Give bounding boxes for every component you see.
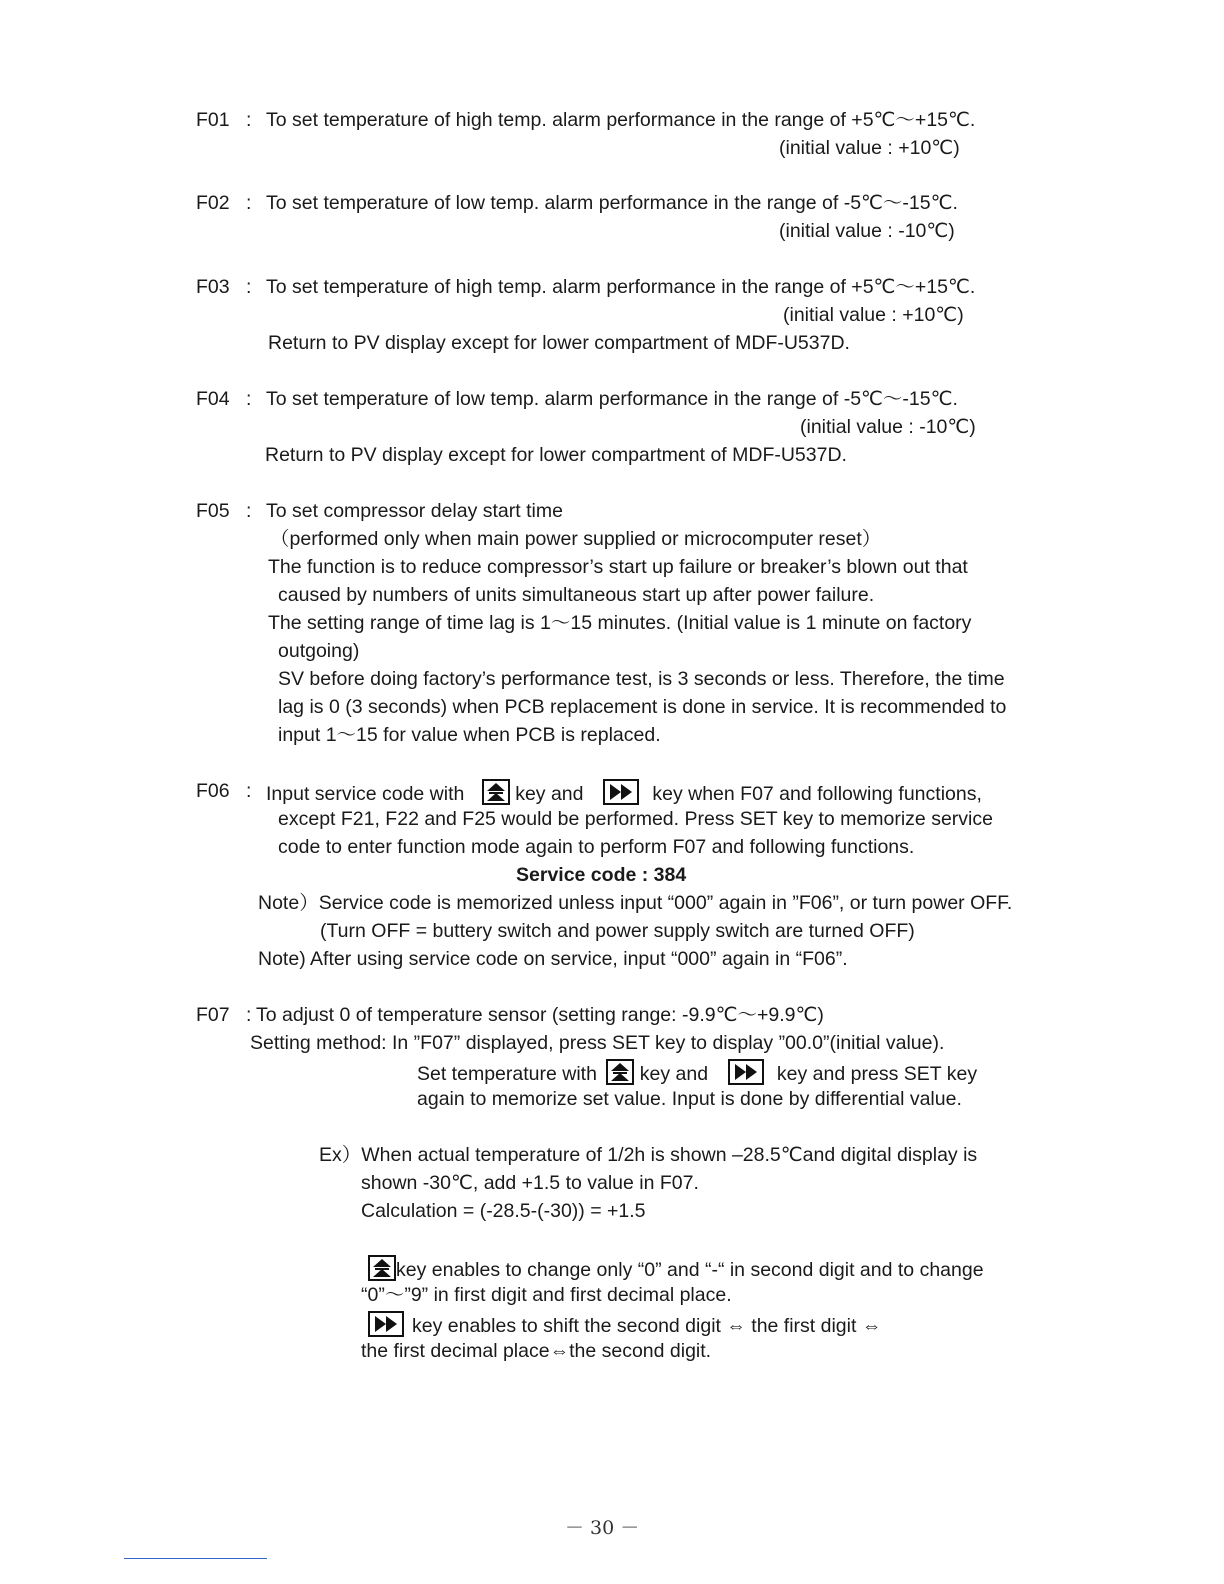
f05-line-8: lag is 0 (3 seconds) when PCB replacement is done in service. It is recommended to (278, 696, 1007, 718)
f07-example-line-2: shown -30℃, add +1.5 to value in F07. (361, 1172, 699, 1194)
f07-description: To adjust 0 of temperature sensor (setting range: -9.9℃～+9.9℃) (256, 1004, 824, 1026)
f06-note-1: Note）Service code is memorized unless input “000” again in ”F06”, or turn power OFF. (258, 892, 1013, 914)
up-key-icon (482, 779, 510, 805)
f07-up-key-description: key enables to change only “0” and “-“ in second digit and to change (396, 1259, 984, 1281)
f07-ff-key-description-2: the first decimal place⇔the second digit. (361, 1340, 712, 1362)
f03-code: F03 (196, 276, 230, 298)
f01-code: F01 (196, 109, 230, 131)
fast-forward-key-icon (728, 1059, 764, 1085)
f04-note: Return to PV display except for lower compartment of MDF-U537D. (265, 444, 847, 466)
f06-line-2: except F21, F22 and F25 would be performed. Press SET key to memorize service (278, 808, 993, 830)
f06-line-1-part-a: Input service code with (266, 783, 465, 805)
f04-initial-value: (initial value : -10℃) (800, 416, 976, 438)
f04-separator: : (246, 388, 252, 410)
f05-line-6: outgoing) (278, 640, 360, 662)
f04-description: To set temperature of low temp. alarm performance in the range of -5℃～-15℃. (266, 388, 958, 410)
f07-set-part-b: key and (639, 1063, 709, 1085)
f05-line-7: SV before doing factory’s performance test, is 3 seconds or less. Therefore, the time (278, 668, 1005, 690)
f07-set-part-c: key and press SET key (776, 1063, 978, 1085)
page-number: － 30 － (565, 1517, 640, 1539)
f03-description: To set temperature of high temp. alarm performance in the range of +5℃～+15℃. (266, 276, 976, 298)
f01-initial-value: (initial value : +10℃) (779, 137, 960, 159)
f05-line-1: To set compressor delay start time (266, 500, 563, 522)
f07-up-key-description-2: “0”～”9” in first digit and first decimal place. (361, 1284, 732, 1306)
f02-description: To set temperature of low temp. alarm performance in the range of -5℃～-15℃. (266, 192, 958, 214)
f05-separator: : (246, 500, 252, 522)
f07-ff-key-line (368, 1311, 881, 1338)
footer-divider (124, 1558, 267, 1559)
f01-description: To set temperature of high temp. alarm performance in the range of +5℃～+15℃. (266, 109, 976, 131)
f05-line-3: The function is to reduce compressor’s start up failure or breaker’s blown out that (268, 556, 968, 578)
f06-separator: : (246, 780, 252, 802)
f04-code: F04 (196, 388, 230, 410)
service-code: Service code : 384 (516, 864, 687, 886)
f03-note: Return to PV display except for lower compartment of MDF-U537D. (268, 332, 850, 354)
f07-set-part-a: Set temperature with (417, 1063, 597, 1085)
up-key-icon (606, 1059, 634, 1085)
f02-separator: : (246, 192, 252, 214)
f07-separator: : (246, 1004, 252, 1026)
f07-set-line (417, 1059, 977, 1086)
f07-ff-key-description: key enables to shift the second digit ⇔ the first digit ⇔ (412, 1315, 882, 1337)
f02-initial-value: (initial value : -10℃) (779, 220, 955, 242)
f07-setting-method: Setting method: In ”F07” displayed, press SET key to display ”00.0”(initial value). (250, 1032, 945, 1054)
f03-separator: : (246, 276, 252, 298)
fast-forward-key-icon (368, 1311, 404, 1337)
f06-line-1-part-b: key and (515, 783, 584, 805)
f06-note-2: Note) After using service code on service, input “000” again in “F06”. (258, 948, 848, 970)
f05-line-2: （performed only when main power supplied or microcomputer reset） (270, 528, 882, 550)
f07-code: F07 (196, 1004, 230, 1026)
f06-line-1-part-c: key when F07 and following functions, (652, 783, 982, 805)
f07-again: again to memorize set value. Input is done by differential value. (417, 1088, 962, 1110)
f02-code: F02 (196, 192, 230, 214)
f07-up-key-line (368, 1255, 984, 1282)
fast-forward-key-icon (603, 779, 639, 805)
f05-code: F05 (196, 500, 230, 522)
up-key-icon (368, 1255, 396, 1281)
f07-calculation: Calculation = (-28.5-(-30)) = +1.5 (361, 1200, 646, 1222)
f05-line-4: caused by numbers of units simultaneous start up after power failure. (278, 584, 875, 606)
f05-line-5: The setting range of time lag is 1～15 minutes. (Initial value is 1 minute on factory (268, 612, 972, 634)
f06-note-1-detail: (Turn OFF = buttery switch and power supply switch are turned OFF) (320, 920, 915, 942)
f03-initial-value: (initial value : +10℃) (783, 304, 964, 326)
f07-example-line-1: Ex）When actual temperature of 1/2h is shown –28.5℃and digital display is (319, 1144, 978, 1166)
f06-line-1 (266, 779, 982, 806)
f01-separator: : (246, 109, 252, 131)
f06-line-3: code to enter function mode again to perform F07 and following functions. (278, 836, 915, 858)
f06-code: F06 (196, 780, 230, 802)
f05-line-9: input 1～15 for value when PCB is replaced. (278, 724, 661, 746)
